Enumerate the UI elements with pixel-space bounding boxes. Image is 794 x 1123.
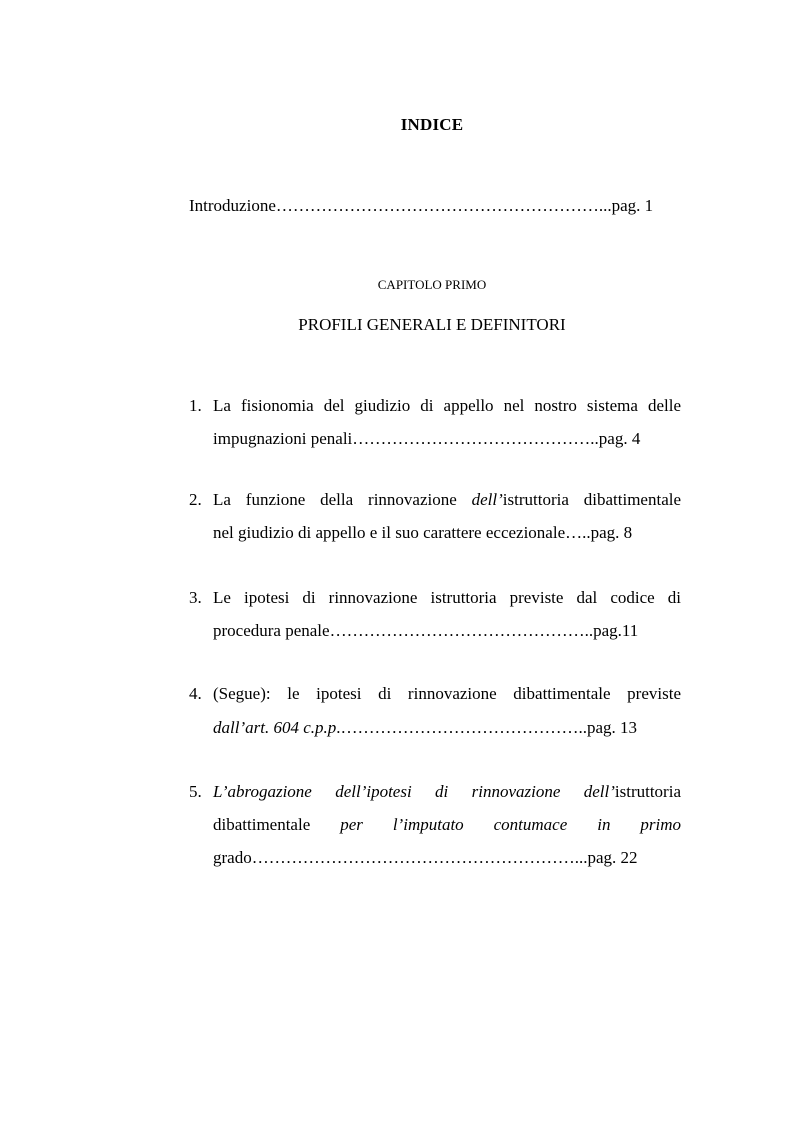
toc-page-number: pag. 22 bbox=[587, 848, 638, 867]
toc-entry-text-italic: dall’art. 604 c.p.p bbox=[213, 718, 337, 737]
toc-leader-dots: ……………………………………….. bbox=[329, 621, 594, 640]
toc-entry-text: istruttoria dibattimentale bbox=[502, 490, 682, 509]
toc-entry-number: 3. bbox=[189, 588, 202, 607]
toc-entry-line bbox=[213, 621, 681, 643]
toc-leader-dots: .…………………………………….. bbox=[336, 718, 587, 737]
toc-entry-text: (Segue): le ipotesi di rinnovazione dibattimentale previste bbox=[213, 684, 681, 703]
toc-entry-line bbox=[213, 588, 681, 610]
toc-entry-number: 5. bbox=[189, 782, 202, 801]
toc-entry-number: 2. bbox=[189, 490, 202, 509]
toc-entry-line bbox=[213, 815, 681, 837]
chapter-label: CAPITOLO PRIMO bbox=[377, 277, 487, 292]
toc-entry-line bbox=[213, 429, 681, 451]
toc-entry-text: nel giudizio di appello e il suo carattere eccezionale bbox=[213, 523, 566, 542]
toc-entry-line bbox=[213, 396, 681, 418]
chapter-title: PROFILI GENERALI E DEFINITORI bbox=[298, 315, 566, 334]
toc-entry-line bbox=[213, 523, 681, 545]
toc-leader-dots: …………………………………………………... bbox=[275, 196, 612, 215]
toc-entry-number: 4. bbox=[189, 684, 202, 703]
toc-entry-text-italic: L’abrogazione dell’ipotesi di rinnovazione dell’ bbox=[213, 782, 615, 801]
toc-entry-line bbox=[213, 782, 681, 804]
toc-leader-dots: …………………………………….. bbox=[352, 429, 599, 448]
toc-entry-line bbox=[213, 718, 681, 740]
toc-page-number: pag. 1 bbox=[611, 196, 654, 215]
toc-leader-dots: …………………………………………………... bbox=[251, 848, 588, 867]
toc-entry-text: procedura penale bbox=[213, 621, 330, 640]
toc-entry-line bbox=[213, 490, 681, 512]
toc-entry-text: dibattimentale bbox=[213, 815, 311, 834]
toc-page-number: pag. 8 bbox=[590, 523, 633, 542]
toc-entry-label: Introduzione bbox=[189, 196, 276, 215]
toc-entry-text: Le ipotesi di rinnovazione istruttoria previste dal codice di bbox=[213, 588, 681, 607]
toc-entry-line bbox=[213, 848, 681, 870]
toc-entry-text-italic: per l’imputato contumace in primo bbox=[340, 815, 682, 834]
toc-entry-text: grado bbox=[213, 848, 252, 867]
toc-entry-text: istruttoria bbox=[614, 782, 681, 801]
toc-page-number: pag. 4 bbox=[598, 429, 641, 448]
toc-entry-text-italic: dell’ bbox=[471, 490, 503, 509]
toc-entry-text: La fisionomia del giudizio di appello nel nostro sistema delle bbox=[213, 396, 681, 415]
toc-entry-text: La funzione della rinnovazione bbox=[213, 490, 472, 509]
toc-page-number: pag.11 bbox=[593, 621, 639, 640]
toc-entry-line bbox=[213, 684, 681, 706]
toc-entry-introduzione[interactable] bbox=[189, 197, 681, 214]
toc-entry-text: impugnazioni penali bbox=[213, 429, 353, 448]
page-title: INDICE bbox=[400, 115, 464, 134]
toc-entry-number: 1. bbox=[189, 396, 202, 415]
toc-leader-dots: ….. bbox=[565, 523, 591, 542]
toc-page-number: pag. 13 bbox=[587, 718, 638, 737]
